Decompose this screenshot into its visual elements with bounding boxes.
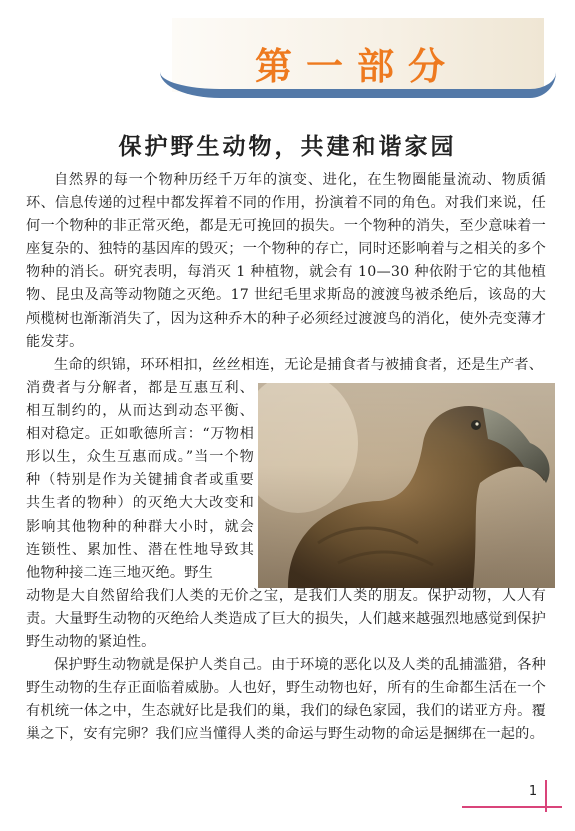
article-heading: 保护野生动物，共建和谐家园 [118,134,457,160]
paragraph-2-wrapped-text: 消费者与分解者，都是互惠互利、相互制约的，从而达到动态平衡、相对稳定。正如歌德所言：“万物相形以生，众生互惠而成。”当一个物种（特别是作为关键捕食者或重要共生者的物种）的灭绝大大改变和影响其他物种的种群大小时，就会连锁性、累加性、潜在性地导致其他物种接二连三地灭绝。野生 [26,380,254,581]
paragraph-1: 自然界的每一个物种历经千万年的演变、进化，在生物圈能量流动、物质循环、信息传递的过程中都发挥着不同的作用，扮演着不同的角色。对我们来说，任何一个物种的非正常灭绝，都是无可挽回的损失。一个物种的消失，至少意味着一座复杂的、独特的基因库的毁灭；一个物种的存亡，同时还影响着与之相关的多个物种的消长。研究表明，每消灭 1 种植物，就会有 10—30 种依附于它的其他植物、昆虫及高等动物随之灭绝。17 世纪毛里求斯岛的渡渡鸟被杀绝后，该岛的大颅榄树也渐渐消失了，因为这种乔木的种子必须经过渡渡鸟的消化，使外壳变薄才能发芽。 [26,172,546,350]
footer-rule [462,806,562,808]
footer-tick [545,780,547,812]
chapter-banner [0,0,575,110]
dodo-photo [258,383,555,588]
paragraph-3: 保护野生动物就是保护人类自己。由于环境的恶化以及人类的乱捕滥猎，各种野生动物的生存正面临着威胁。人也好，野生动物也好，所有的生命都生活在一个有机统一体之中，生态就好比是我们的巢，我们的绿色家园，我们的诺亚方舟。覆巢之下，安有完卵？我们应当懂得人类的命运与野生动物的命运是捆绑在一起的。 [26,657,546,743]
chapter-title: 第一部分 [255,45,459,88]
paragraph-2-first-line: 生命的织锦，环环相扣，丝丝相连，无论是捕食者与被捕食者，还是生产者、 [54,357,544,373]
photo-shading [258,383,555,588]
paragraph-2-continued: 动物是大自然留给我们人类的无价之宝，是我们人类的朋友。保护动物，人人有责。大量野生动物的灭绝给人类造成了巨大的损失，人们越来越强烈地感觉到保护野生动物的紧迫性。 [26,588,546,651]
page-number: 1 [528,784,538,799]
